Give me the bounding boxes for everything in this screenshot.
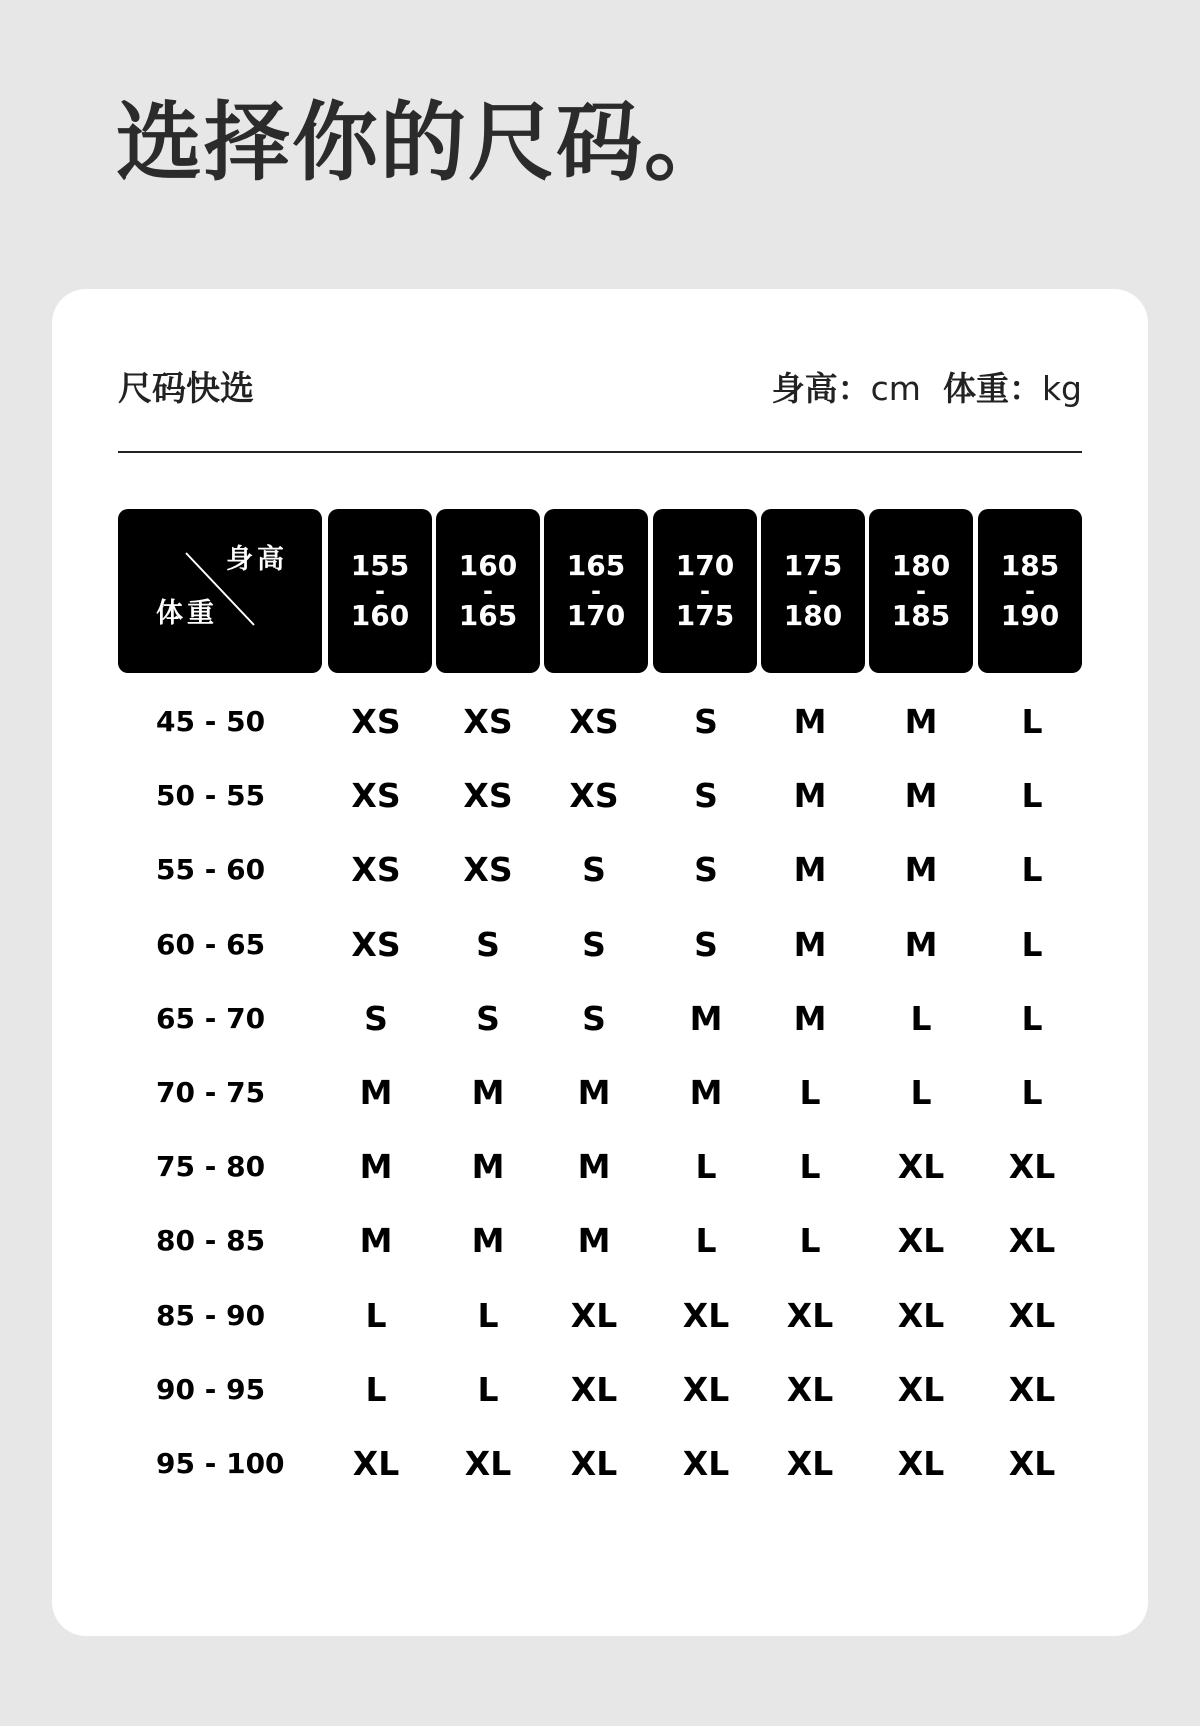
size-cell: L: [1021, 999, 1043, 1038]
size-cell: M: [577, 1221, 611, 1260]
height-range-sep: -: [916, 577, 926, 605]
weight-range-label: 55 - 60: [156, 853, 266, 886]
height-range-to: 160: [350, 599, 410, 632]
size-cell: M: [577, 1073, 611, 1112]
weight-range-label: 85 - 90: [156, 1299, 266, 1332]
size-cell: S: [476, 999, 500, 1038]
units-legend: [772, 369, 1082, 409]
height-range-to: 185: [891, 599, 951, 632]
size-cell: XS: [463, 850, 513, 889]
size-cell: XL: [1008, 1147, 1056, 1186]
height-range-from: 180: [891, 549, 951, 582]
table-row: [118, 759, 1084, 833]
size-cell: S: [694, 850, 718, 889]
height-range-to: 190: [1000, 599, 1060, 632]
height-range-from: 185: [1000, 549, 1060, 582]
size-cell: XS: [351, 702, 401, 741]
size-cell: XS: [351, 925, 401, 964]
height-range-sep: -: [808, 577, 818, 605]
size-cell: L: [695, 1221, 717, 1260]
table-row: [118, 1427, 1084, 1501]
size-cell: XL: [786, 1296, 834, 1335]
size-cell: L: [1021, 850, 1043, 889]
height-range-sep: -: [591, 577, 601, 605]
size-cell: XL: [352, 1444, 400, 1483]
size-cell: XL: [897, 1221, 945, 1260]
height-range-from: 155: [350, 549, 410, 582]
size-cell: S: [364, 999, 388, 1038]
size-cell: XS: [463, 776, 513, 815]
size-cell: XL: [464, 1444, 512, 1483]
weight-range-label: 70 - 75: [156, 1076, 266, 1109]
table-row: [118, 982, 1084, 1056]
weight-range-label: 65 - 70: [156, 1002, 266, 1035]
size-cell: XS: [569, 702, 619, 741]
table-row: [118, 1130, 1084, 1204]
height-unit-label: 身高：: [771, 369, 871, 408]
height-column-header: [328, 509, 432, 673]
size-cell: L: [1021, 1073, 1043, 1112]
size-cell: XL: [1008, 1296, 1056, 1335]
size-cell: L: [799, 1221, 821, 1260]
size-cell: L: [910, 1073, 932, 1112]
size-cell: S: [582, 999, 606, 1038]
height-range-from: 165: [566, 549, 626, 582]
size-cell: S: [582, 850, 606, 889]
size-cell: M: [793, 702, 827, 741]
height-range-from: 175: [783, 549, 843, 582]
size-cell: XL: [570, 1444, 618, 1483]
size-cell: L: [1021, 702, 1043, 741]
height-range-sep: -: [1025, 577, 1035, 605]
size-cell: L: [910, 999, 932, 1038]
size-cell: S: [694, 925, 718, 964]
card-title: 尺码快选: [118, 369, 254, 409]
size-cell: XL: [1008, 1221, 1056, 1260]
size-cell: M: [904, 776, 938, 815]
size-cell: XS: [463, 702, 513, 741]
size-cell: M: [904, 850, 938, 889]
page-title: 选择你的尺码。: [116, 93, 732, 193]
size-cell: XS: [351, 776, 401, 815]
size-cell: XL: [682, 1296, 730, 1335]
size-cell: XL: [897, 1147, 945, 1186]
size-cell: XL: [570, 1370, 618, 1409]
size-cell: XL: [570, 1296, 618, 1335]
size-cell: XL: [1008, 1444, 1056, 1483]
size-cell: S: [694, 776, 718, 815]
height-range-to: 175: [675, 599, 735, 632]
table-row: [118, 1279, 1084, 1353]
size-cell: M: [471, 1221, 505, 1260]
size-cell: XL: [786, 1370, 834, 1409]
size-cell: L: [695, 1147, 717, 1186]
size-cell: M: [359, 1147, 393, 1186]
size-cell: L: [1021, 925, 1043, 964]
height-column-header: [869, 509, 973, 673]
size-cell: XL: [897, 1444, 945, 1483]
size-cell: XL: [682, 1444, 730, 1483]
size-cell: L: [799, 1073, 821, 1112]
size-cell: XL: [1008, 1370, 1056, 1409]
size-cell: L: [365, 1296, 387, 1335]
table-row: [118, 908, 1084, 982]
height-range-to: 170: [566, 599, 626, 632]
size-cell: XL: [786, 1444, 834, 1483]
size-cell: L: [1021, 776, 1043, 815]
size-cell: M: [904, 925, 938, 964]
height-range-to: 180: [783, 599, 843, 632]
weight-unit: kg: [1041, 369, 1082, 408]
table-row: [118, 833, 1084, 907]
size-cell: M: [904, 702, 938, 741]
corner-height-label: 身高: [226, 544, 288, 575]
size-cell: M: [359, 1221, 393, 1260]
size-cell: M: [471, 1073, 505, 1112]
height-column-header: [436, 509, 540, 673]
table-row: [118, 1204, 1084, 1278]
size-cell: L: [477, 1296, 499, 1335]
height-column-header: [761, 509, 865, 673]
size-cell: M: [471, 1147, 505, 1186]
size-cell: S: [476, 925, 500, 964]
weight-range-label: 80 - 85: [156, 1224, 266, 1257]
size-cell: XS: [351, 850, 401, 889]
size-cell: S: [694, 702, 718, 741]
size-cell: M: [577, 1147, 611, 1186]
height-column-header: [978, 509, 1082, 673]
size-cell: L: [365, 1370, 387, 1409]
height-range-sep: -: [483, 577, 493, 605]
height-unit: cm: [870, 369, 921, 408]
size-cell: M: [793, 999, 827, 1038]
weight-range-label: 50 - 55: [156, 779, 266, 812]
table-row: [118, 1353, 1084, 1427]
height-column-header: [544, 509, 648, 673]
height-range-to: 165: [458, 599, 518, 632]
height-range-from: 170: [675, 549, 735, 582]
size-cell: L: [477, 1370, 499, 1409]
weight-range-label: 60 - 65: [156, 928, 266, 961]
card-header: [118, 369, 1082, 409]
table-row: [118, 1056, 1084, 1130]
weight-range-label: 95 - 100: [156, 1447, 285, 1480]
size-cell: XL: [897, 1370, 945, 1409]
weight-range-label: 90 - 95: [156, 1373, 266, 1406]
header-divider: [118, 451, 1082, 453]
corner-weight-label: 体重: [156, 598, 218, 629]
table-header: [118, 509, 1084, 673]
weight-unit-label: 体重：: [942, 369, 1042, 408]
size-cell: XL: [897, 1296, 945, 1335]
size-cell: M: [793, 925, 827, 964]
size-cell: L: [799, 1147, 821, 1186]
size-cell: M: [793, 850, 827, 889]
size-cell: M: [689, 999, 723, 1038]
weight-range-label: 45 - 50: [156, 705, 266, 738]
table-row: [118, 685, 1084, 759]
height-range-sep: -: [700, 577, 710, 605]
height-range-from: 160: [458, 549, 518, 582]
corner-cell: [118, 509, 322, 673]
size-guide-card: [52, 289, 1148, 1636]
height-column-header: [653, 509, 757, 673]
size-cell: XS: [569, 776, 619, 815]
size-cell: M: [359, 1073, 393, 1112]
weight-range-label: 75 - 80: [156, 1150, 266, 1183]
size-cell: M: [793, 776, 827, 815]
size-cell: S: [582, 925, 606, 964]
height-range-sep: -: [375, 577, 385, 605]
size-cell: XL: [682, 1370, 730, 1409]
size-cell: M: [689, 1073, 723, 1112]
